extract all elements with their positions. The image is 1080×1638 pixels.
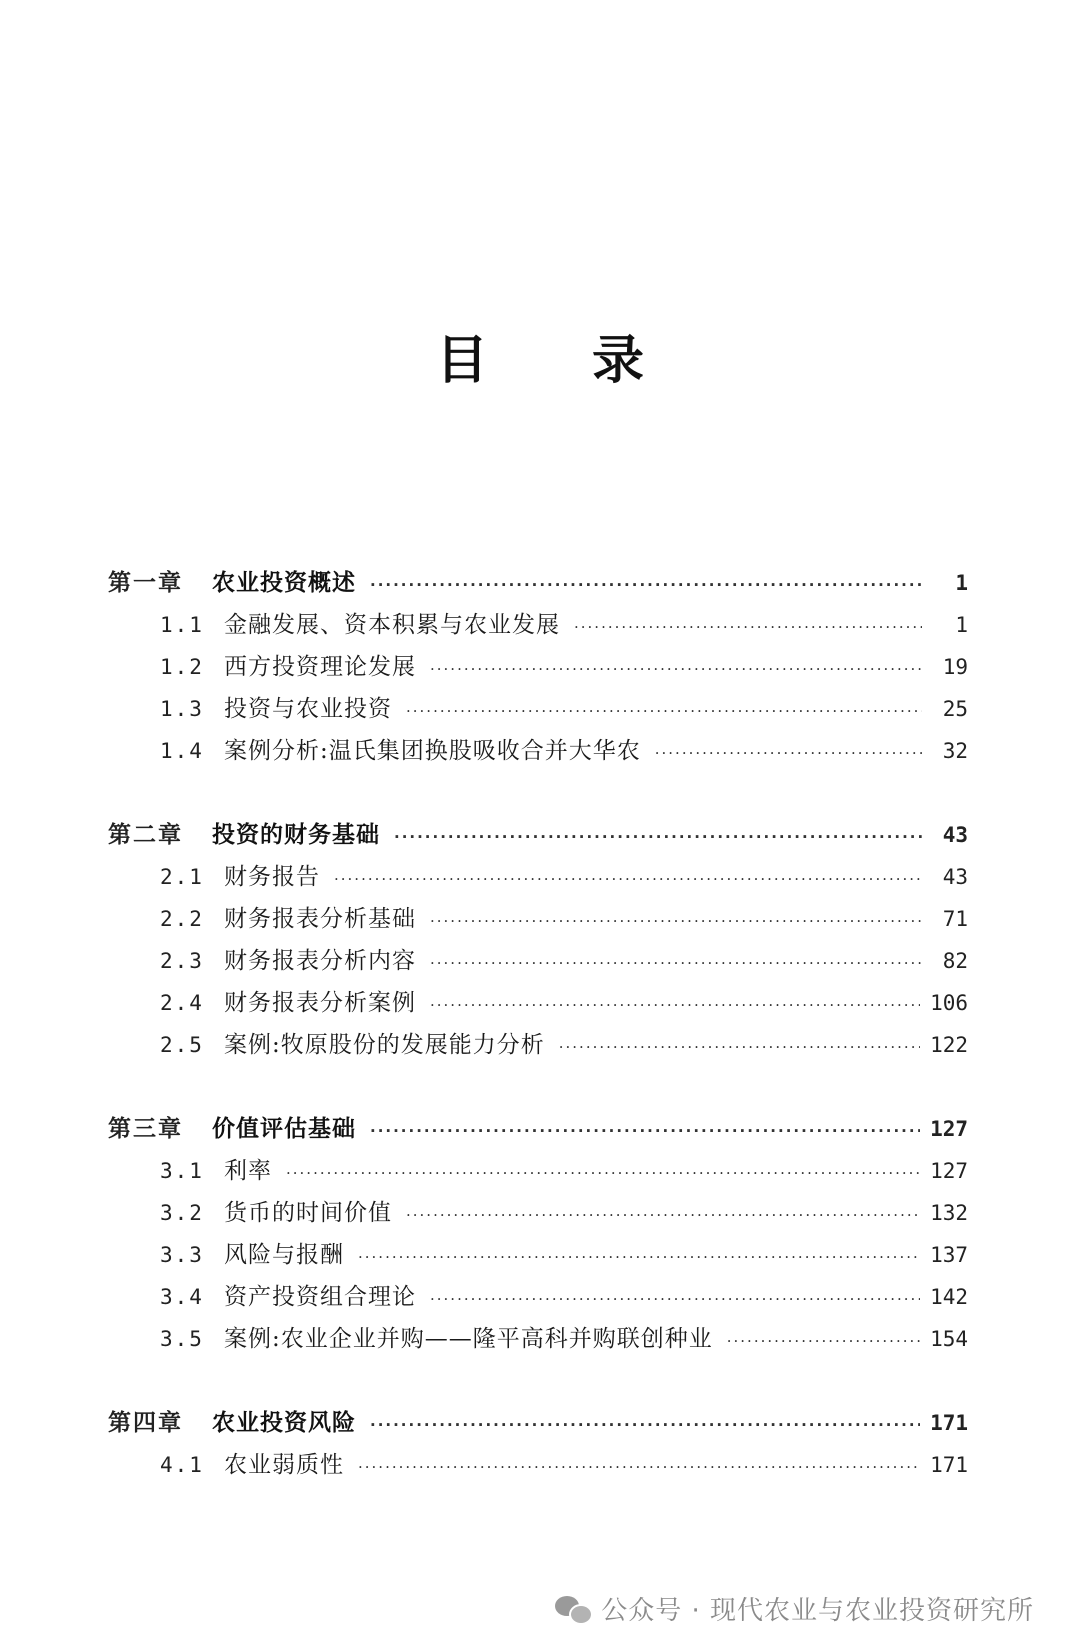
toc-section-entry[interactable] bbox=[108, 1150, 968, 1192]
table-of-contents bbox=[108, 562, 968, 1528]
section-number: 3.3 bbox=[160, 1243, 204, 1267]
section-title: 投资与农业投资 bbox=[224, 696, 392, 722]
chapter-number: 第一章 bbox=[108, 570, 183, 596]
chapter-number: 第二章 bbox=[108, 822, 183, 848]
toc-section-entry[interactable] bbox=[108, 688, 968, 730]
chapter-title: 投资的财务基础 bbox=[212, 822, 380, 848]
section-title: 资产投资组合理论 bbox=[224, 1284, 416, 1310]
section-number: 2.5 bbox=[160, 1033, 204, 1057]
section-number: 1.3 bbox=[160, 697, 204, 721]
section-number: 2.3 bbox=[160, 949, 204, 973]
toc-section-entry[interactable] bbox=[108, 940, 968, 982]
section-page-number: 142 bbox=[930, 1285, 968, 1309]
toc-section-entry[interactable] bbox=[108, 1192, 968, 1234]
chapter-number: 第三章 bbox=[108, 1116, 183, 1142]
section-number: 3.5 bbox=[160, 1327, 204, 1351]
wechat-icon bbox=[555, 1594, 591, 1624]
section-number: 3.2 bbox=[160, 1201, 204, 1225]
toc-section-entry[interactable] bbox=[108, 1234, 968, 1276]
toc-chapter bbox=[108, 814, 968, 1066]
section-number: 2.2 bbox=[160, 907, 204, 931]
section-page-number: 71 bbox=[942, 907, 968, 931]
chapter-page-number: 1 bbox=[955, 571, 968, 595]
toc-chapter-entry[interactable] bbox=[108, 814, 968, 856]
section-page-number: 25 bbox=[942, 697, 968, 721]
section-number: 3.4 bbox=[160, 1285, 204, 1309]
section-number: 4.1 bbox=[160, 1453, 204, 1477]
section-page-number: 106 bbox=[930, 991, 968, 1015]
section-page-number: 127 bbox=[930, 1159, 968, 1183]
dot-leader bbox=[358, 1446, 920, 1488]
dot-leader bbox=[727, 1320, 920, 1362]
toc-section-entry[interactable] bbox=[108, 982, 968, 1024]
chapter-title: 农业投资风险 bbox=[212, 1410, 356, 1436]
toc-chapter bbox=[108, 1108, 968, 1360]
dot-leader bbox=[430, 942, 922, 984]
dot-leader bbox=[370, 1110, 920, 1152]
watermark-text: 公众号 · 现代农业与农业投资研究所 bbox=[601, 1596, 1034, 1626]
toc-section-entry[interactable] bbox=[108, 730, 968, 772]
section-title: 货币的时间价值 bbox=[224, 1200, 392, 1226]
dot-leader bbox=[394, 816, 922, 858]
section-title: 西方投资理论发展 bbox=[224, 654, 416, 680]
section-title: 农业弱质性 bbox=[224, 1452, 344, 1478]
toc-chapter bbox=[108, 1402, 968, 1486]
section-title: 案例:牧原股份的发展能力分析 bbox=[224, 1032, 545, 1058]
toc-section-entry[interactable] bbox=[108, 1024, 968, 1066]
chapter-title: 农业投资概述 bbox=[212, 570, 356, 596]
toc-section-entry[interactable] bbox=[108, 604, 968, 646]
section-page-number: 122 bbox=[930, 1033, 968, 1057]
section-number: 2.4 bbox=[160, 991, 204, 1015]
section-title: 财务报表分析内容 bbox=[224, 948, 416, 974]
section-number: 2.1 bbox=[160, 865, 204, 889]
dot-leader bbox=[655, 732, 922, 774]
dot-leader bbox=[406, 690, 922, 732]
section-title: 风险与报酬 bbox=[224, 1242, 344, 1268]
title-char-1: 目 bbox=[435, 330, 488, 391]
section-title: 财务报表分析基础 bbox=[224, 906, 416, 932]
dot-leader bbox=[430, 648, 922, 690]
toc-chapter-entry[interactable] bbox=[108, 562, 968, 604]
title-char-2: 录 bbox=[592, 330, 645, 391]
section-number: 1.1 bbox=[160, 613, 204, 637]
dot-leader bbox=[358, 1236, 920, 1278]
section-page-number: 32 bbox=[942, 739, 968, 763]
section-number: 1.4 bbox=[160, 739, 204, 763]
section-title: 案例:农业企业并购——隆平高科并购联创种业 bbox=[224, 1326, 713, 1352]
toc-section-entry[interactable] bbox=[108, 1276, 968, 1318]
section-page-number: 137 bbox=[930, 1243, 968, 1267]
dot-leader bbox=[430, 900, 922, 942]
dot-leader bbox=[406, 1194, 920, 1236]
section-title: 案例分析:温氏集团换股吸收合并大华农 bbox=[224, 738, 641, 764]
toc-section-entry[interactable] bbox=[108, 898, 968, 940]
section-page-number: 82 bbox=[942, 949, 968, 973]
chapter-page-number: 43 bbox=[942, 823, 968, 847]
dot-leader bbox=[334, 858, 922, 900]
toc-section-entry[interactable] bbox=[108, 646, 968, 688]
section-title: 利率 bbox=[224, 1158, 272, 1184]
section-number: 1.2 bbox=[160, 655, 204, 679]
section-title: 金融发展、资本积累与农业发展 bbox=[224, 612, 560, 638]
chapter-title: 价值评估基础 bbox=[212, 1116, 356, 1142]
section-page-number: 171 bbox=[930, 1453, 968, 1477]
section-number: 3.1 bbox=[160, 1159, 204, 1183]
wechat-watermark bbox=[555, 1590, 1034, 1627]
dot-leader bbox=[430, 984, 920, 1026]
chapter-page-number: 171 bbox=[930, 1411, 968, 1435]
dot-leader bbox=[286, 1152, 920, 1194]
toc-section-entry[interactable] bbox=[108, 856, 968, 898]
section-page-number: 132 bbox=[930, 1201, 968, 1225]
section-page-number: 1 bbox=[955, 613, 968, 637]
toc-chapter bbox=[108, 562, 968, 772]
toc-chapter-entry[interactable] bbox=[108, 1402, 968, 1444]
dot-leader bbox=[574, 606, 922, 648]
section-title: 财务报表分析案例 bbox=[224, 990, 416, 1016]
toc-section-entry[interactable] bbox=[108, 1318, 968, 1360]
section-page-number: 43 bbox=[942, 865, 968, 889]
chapter-page-number: 127 bbox=[930, 1117, 968, 1141]
toc-section-entry[interactable] bbox=[108, 1444, 968, 1486]
dot-leader bbox=[370, 564, 922, 606]
dot-leader bbox=[370, 1404, 920, 1446]
section-page-number: 19 bbox=[942, 655, 968, 679]
dot-leader bbox=[430, 1278, 920, 1320]
toc-chapter-entry[interactable] bbox=[108, 1108, 968, 1150]
dot-leader bbox=[559, 1026, 920, 1068]
section-title: 财务报告 bbox=[224, 864, 320, 890]
page-title bbox=[0, 318, 1080, 393]
chapter-number: 第四章 bbox=[108, 1410, 183, 1436]
section-page-number: 154 bbox=[930, 1327, 968, 1351]
